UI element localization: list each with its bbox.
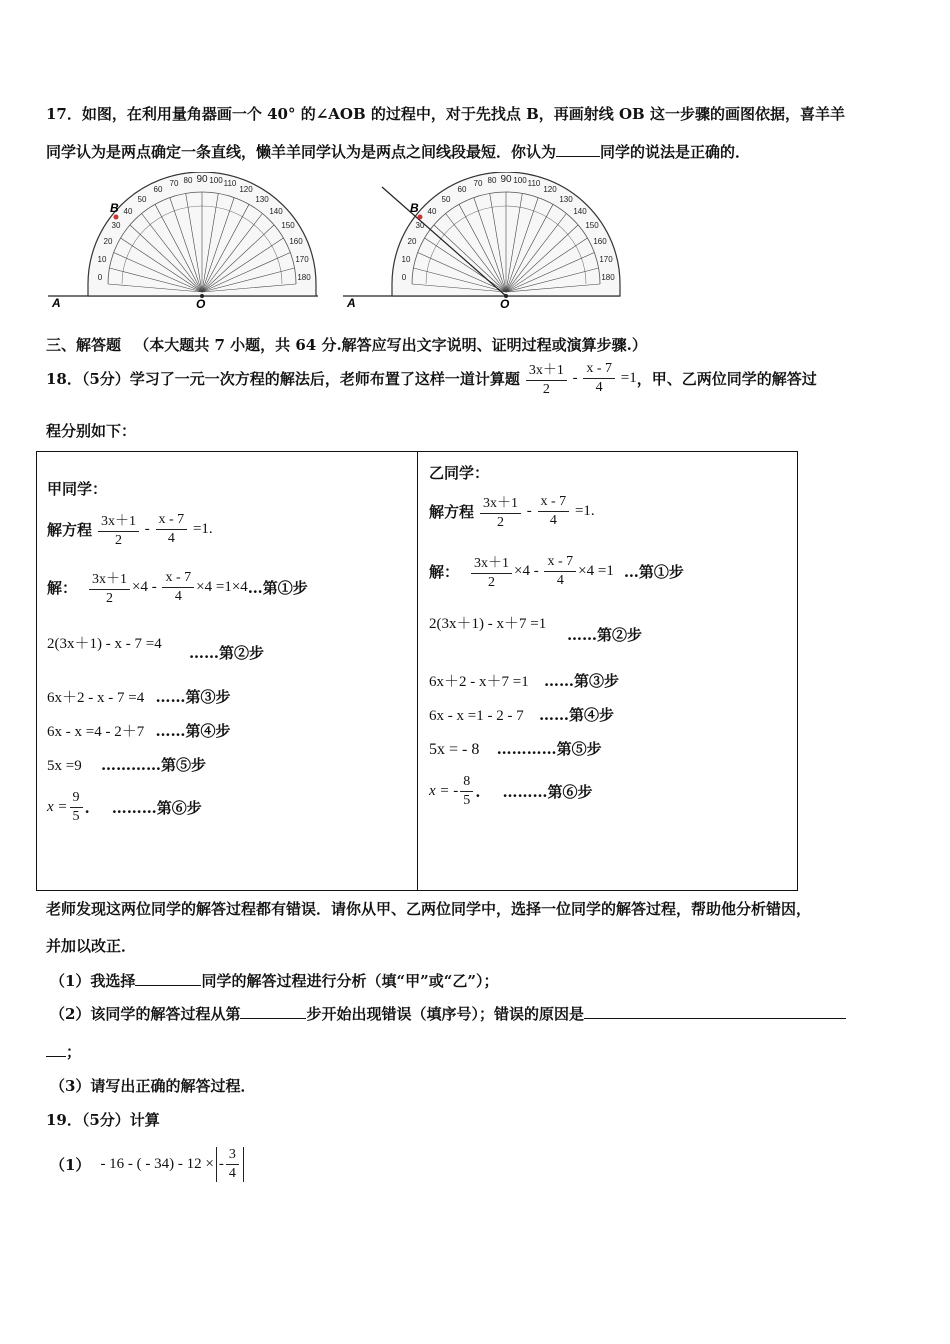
jia-step-1-math xyxy=(87,568,248,607)
fraction xyxy=(526,359,567,398)
yi-step-2 xyxy=(429,612,546,633)
label-o-right: O xyxy=(500,297,510,311)
q18-intro xyxy=(46,356,817,400)
step-tag: ……第④步 xyxy=(155,722,231,740)
jia-step-3 xyxy=(47,686,230,707)
protractor-right xyxy=(343,172,620,311)
protractor-left xyxy=(48,172,318,311)
sub2-text-b: 步开始出现错误（填序号）；错误的原因是 xyxy=(306,1005,584,1023)
numerator: 3x＋1 xyxy=(98,510,139,532)
jia-jie: 解： xyxy=(47,579,78,597)
q17-line1: 17．如图，在利用量角器画一个 40° 的∠AOB 的过程中，对于先找点 B，再画射线 OB 这一步骤的画图依据，喜羊羊 xyxy=(46,105,845,123)
jia-step-1 xyxy=(47,568,308,607)
q18-intro-line2: 程分别如下： xyxy=(46,422,137,440)
fraction xyxy=(89,568,130,607)
q19-expression: - 16 - ( - 34) - 12 × xyxy=(100,1155,214,1172)
denominator: 2 xyxy=(115,533,123,548)
q18-sub2 xyxy=(50,1003,846,1024)
fraction xyxy=(226,1147,239,1182)
step-tag: …第①步 xyxy=(247,579,308,597)
expr: 5x = - 8 xyxy=(429,741,480,758)
sub2-reason-blank[interactable] xyxy=(584,1004,846,1019)
table-divider xyxy=(417,452,418,890)
yi-step-4 xyxy=(429,704,614,725)
sub2-step-blank[interactable] xyxy=(240,1004,306,1019)
numerator: 3x＋1 xyxy=(526,359,567,381)
jia-step-2-tag: ……第②步 xyxy=(189,644,265,662)
jia-step-5 xyxy=(47,754,206,775)
denominator: 4 xyxy=(556,573,564,588)
denominator: 4 xyxy=(167,531,175,546)
fraction xyxy=(162,570,194,605)
denominator: 4 xyxy=(228,1165,236,1181)
denominator: 2 xyxy=(488,575,496,590)
step-tag: ……第③步 xyxy=(543,672,619,690)
section-3-heading xyxy=(46,334,647,355)
yi-step-6: x = - $\frac{8}{5}$ . ………第⑥步 xyxy=(429,774,593,808)
yi-solve-label: 解方程 xyxy=(429,503,475,521)
fraction xyxy=(471,552,512,591)
expr: 2(3x＋1) - x＋7 =1 xyxy=(429,616,547,632)
expr: ×4 - xyxy=(514,562,543,579)
expr: 6x＋2 - x＋7 =1 xyxy=(429,674,529,690)
jia-step-4 xyxy=(47,720,230,741)
q18-after-line1: 老师发现这两位同学的解答过程都有错误．请你从甲、乙两位同学中，选择一位同学的解答过程，帮助他分析错因， xyxy=(46,900,812,918)
q18-sub3: （3）请写出正确的解答过程． xyxy=(50,1077,256,1095)
step-tag: ……第④步 xyxy=(538,706,614,724)
denominator: 4 xyxy=(595,379,603,395)
sub2-reason-blank-cont[interactable] xyxy=(46,1042,66,1057)
operator: - xyxy=(526,502,532,519)
numerator: 9 xyxy=(70,790,83,808)
yi-step-2-tag: ……第②步 xyxy=(567,626,643,644)
expr: ×4 - xyxy=(132,578,161,595)
jia-step-6: x = $\frac{9}{5}$ . ………第⑥步 xyxy=(47,790,202,824)
jia-equation xyxy=(47,510,213,549)
expr: 5x =9 xyxy=(47,758,82,774)
fraction xyxy=(156,512,188,547)
yi-step-1 xyxy=(429,552,684,591)
fraction xyxy=(544,554,576,589)
sub1-text-a: （1）我选择 xyxy=(50,972,136,990)
step-tag: …第①步 xyxy=(623,563,684,581)
yi-step-3 xyxy=(429,670,619,691)
label-a-left: A xyxy=(52,296,61,310)
numerator: x - 7 xyxy=(538,494,570,512)
abs-sign: - xyxy=(218,1155,224,1172)
yi-jie: 解： xyxy=(429,563,460,581)
numerator: x - 7 xyxy=(162,570,194,588)
numerator: x - 7 xyxy=(583,361,615,379)
fraction xyxy=(70,790,83,825)
jia-eq-math: $\frac{3x+1}{2}$ - $\frac{x - 7}{4}$ =1. xyxy=(96,510,213,549)
q17-line2-b: 同学的说法是正确的． xyxy=(600,143,751,161)
numerator: x - 7 xyxy=(544,554,576,572)
yi-equation xyxy=(429,492,595,531)
q19-sub1 xyxy=(50,1140,244,1188)
step-tag: …………第⑤步 xyxy=(496,740,602,758)
operator: - xyxy=(144,520,150,537)
sub1-answer-blank[interactable] xyxy=(135,971,201,986)
numerator: 3x＋1 xyxy=(471,552,512,574)
expr: 2(3x＋1) - x - 7 =4 xyxy=(47,636,162,652)
expr: x = - xyxy=(429,783,459,799)
q18-sub1 xyxy=(50,970,498,991)
denominator: 5 xyxy=(463,793,471,808)
numerator: 8 xyxy=(460,774,473,792)
fraction xyxy=(460,774,473,809)
q19-sub1-label: （1） xyxy=(50,1155,91,1174)
denominator: 2 xyxy=(106,591,114,606)
sub2-text-c: ； xyxy=(66,1043,82,1061)
yi-eq-math: $\frac{3x+1}{2}$ - $\frac{x - 7}{4}$ =1. xyxy=(478,492,595,531)
fraction xyxy=(583,361,615,396)
q19-title: 19．（5分）计算 xyxy=(46,1111,160,1129)
jia-title: 甲同学： xyxy=(47,480,108,498)
label-a-right: A xyxy=(347,296,356,310)
numerator: 3x＋1 xyxy=(480,492,521,514)
sub1-text-b: 同学的解答过程进行分析（填“甲”或“乙”）； xyxy=(201,972,499,990)
q18-intro-tail: ，甲、乙两位同学的解答过 xyxy=(636,369,817,388)
label-o-left: O xyxy=(196,297,206,311)
label-b-left: B xyxy=(110,201,119,215)
expr: ×4 =1 xyxy=(578,562,614,579)
step-tag: …………第⑤步 xyxy=(100,756,206,774)
numerator: x - 7 xyxy=(156,512,188,530)
equation-rhs: =1 xyxy=(192,520,209,537)
expr: ×4 =1×4 xyxy=(196,578,248,595)
denominator: 2 xyxy=(497,515,505,530)
jia-solve-label: 解方程 xyxy=(47,521,93,539)
expr: x = xyxy=(47,799,68,815)
q19-absolute-value xyxy=(216,1147,244,1182)
label-b-right: B xyxy=(410,201,419,215)
expr: 6x＋2 - x - 7 =4 xyxy=(47,690,145,706)
equation-rhs: =1 xyxy=(620,369,637,386)
section-3-title: 三、解答题 xyxy=(46,336,122,354)
yi-step-1-math xyxy=(469,552,614,591)
q17-line2-a: 同学认为是两点确定一条直线，懒羊羊同学认为是两点之间线段最短．你认为 xyxy=(46,143,557,161)
protractor-figures: 01020 304050 6070 80 90 A O B A O B xyxy=(40,172,630,312)
yi-title: 乙同学： xyxy=(429,464,490,482)
step-tag: ……第③步 xyxy=(155,688,231,706)
q17-answer-blank[interactable] xyxy=(556,142,600,157)
expr: 6x - x =4 - 2＋7 xyxy=(47,724,145,740)
solutions-table xyxy=(36,451,798,891)
denominator: 2 xyxy=(542,381,550,397)
fraction xyxy=(98,510,139,549)
sub2-text-a: （2）该同学的解答过程从第 xyxy=(50,1005,241,1023)
section-3-note: （本大题共 7 小题，共 64 分.解答应写出文字说明、证明过程或演算步骤.） xyxy=(134,336,647,354)
denominator: 4 xyxy=(174,589,182,604)
numerator: 3x＋1 xyxy=(89,568,130,590)
step-tag: ………第⑥步 xyxy=(502,783,593,801)
jia-step-2 xyxy=(47,632,162,653)
yi-step-5 xyxy=(429,738,602,759)
q18-after-line2: 并加以改正． xyxy=(46,937,137,955)
fraction xyxy=(480,492,521,531)
denominator: 5 xyxy=(72,809,80,824)
step-tag: ………第⑥步 xyxy=(111,799,202,817)
denominator: 4 xyxy=(549,513,557,528)
q18-equation xyxy=(524,359,637,398)
q17-line2 xyxy=(46,141,750,162)
q18-sub2-cont xyxy=(46,1041,81,1062)
fraction xyxy=(538,494,570,529)
equation-rhs: =1 xyxy=(574,502,591,519)
expr: 6x - x =1 - 2 - 7 xyxy=(429,708,524,724)
operator: - xyxy=(572,369,578,386)
numerator: 3 xyxy=(226,1147,239,1165)
q18-intro-text: 18．（5分）学习了一元一次方程的解法后，老师布置了这样一道计算题 xyxy=(46,369,520,388)
